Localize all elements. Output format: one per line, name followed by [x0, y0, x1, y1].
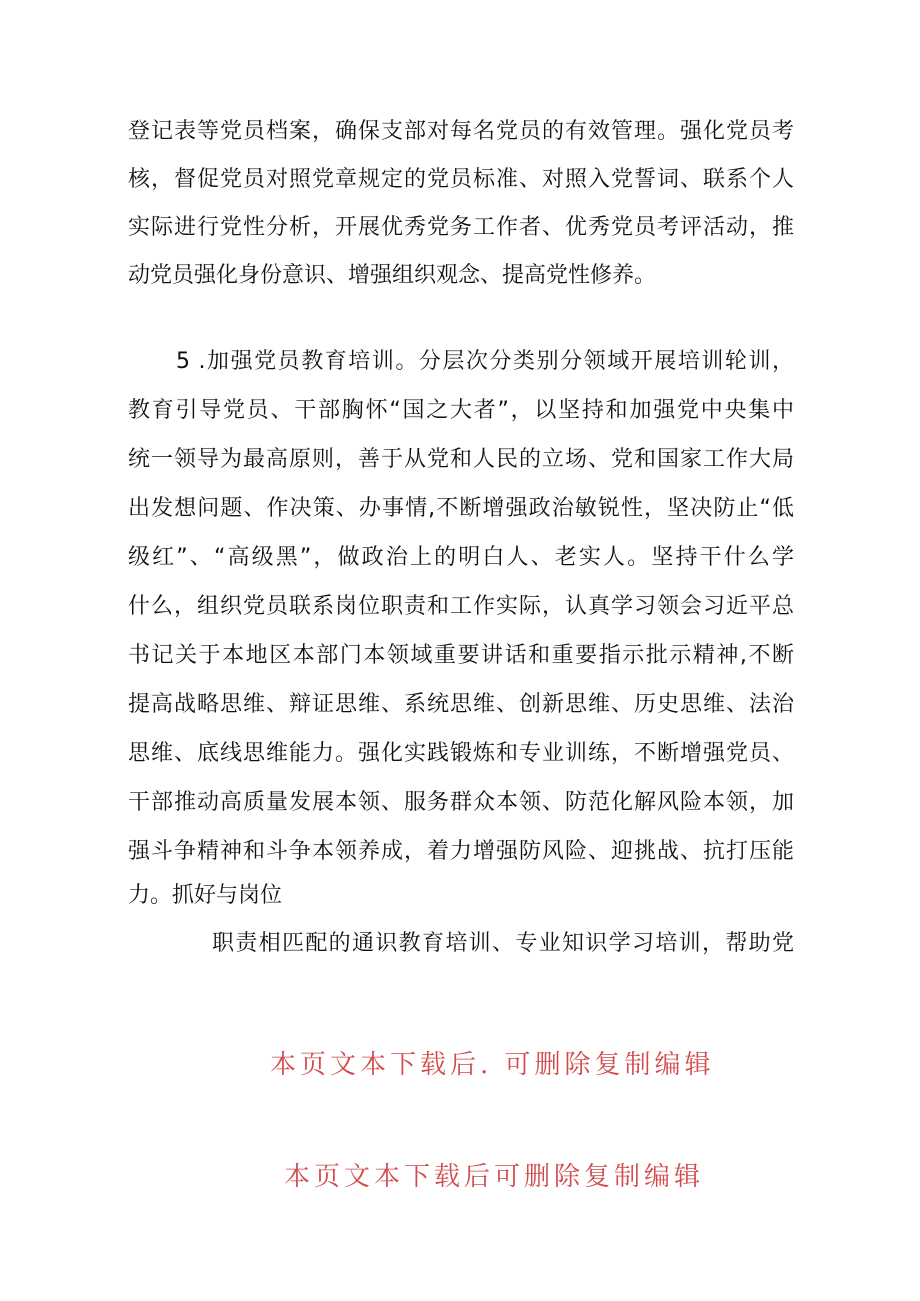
watermark-text-1: 本页文本下载后. 可删除复制编辑 — [270, 1050, 715, 1080]
paragraph-2-line-9: 思维、底线思维能力。强化实践锻炼和专业训练，不断增强党员、 — [128, 741, 794, 766]
paragraph-1-line-4: 动党员强化身份意识、增强组织观念、提高党性修养。 — [128, 263, 657, 288]
paragraph-2-line-11: 强斗争精神和斗争本领养成，着力增强防风险、迎挑战、抗打压能 — [128, 839, 794, 864]
paragraph-2-line-12: 力。抓好与岗位 — [128, 883, 283, 908]
paragraph-2-line-6: 什么，组织党员联系岗位职责和工作实际，认真学习领会习近平总 — [128, 594, 794, 619]
paragraph-2-line-1: 5 .加强党员教育培训。分层次分类别分领域开展培训轮训， — [176, 349, 794, 374]
paragraph-1-line-1: 登记表等党员档案，确保支部对每名党员的有效管理。强化党员考 — [128, 119, 794, 144]
paragraph-2-line-2: 教育引导党员、干部胸怀“国之大者”，以坚持和加强党中央集中 — [128, 398, 794, 423]
paragraph-2-line-10: 干部推动高质量发展本领、服务群众本领、防范化解风险本领，加 — [128, 790, 794, 815]
paragraph-2-line-5: 级红”、“高级黑”，做政治上的明白人、老实人。坚持干什么学 — [128, 545, 794, 570]
paragraph-2-line-3: 统一领导为最高原则，善于从党和人民的立场、党和国家工作大局 — [128, 447, 794, 472]
paragraph-3-line-1: 职责相匹配的通识教育培训、专业知识学习培训，帮助党 — [212, 931, 794, 956]
paragraph-2-line-7: 书记关于本地区本部门本领域重要讲话和重要指示批示精神,不断 — [128, 643, 794, 668]
paragraph-2-line-8: 提高战略思维、辩证思维、系统思维、创新思维、历史思维、法治 — [128, 692, 794, 717]
paragraph-2-line-4: 出发想问题、作决策、办事情,不断增强政治敏锐性，坚决防止“低 — [128, 496, 794, 521]
watermark-text-2: 本页文本下载后可删除复制编辑 — [284, 1162, 705, 1192]
paragraph-1-line-3: 实际进行党性分析，开展优秀党务工作者、优秀党员考评活动，推 — [128, 215, 794, 240]
paragraph-1-line-2: 核，督促党员对照党章规定的党员标准、对照入党誓词、联系个人 — [128, 167, 794, 192]
